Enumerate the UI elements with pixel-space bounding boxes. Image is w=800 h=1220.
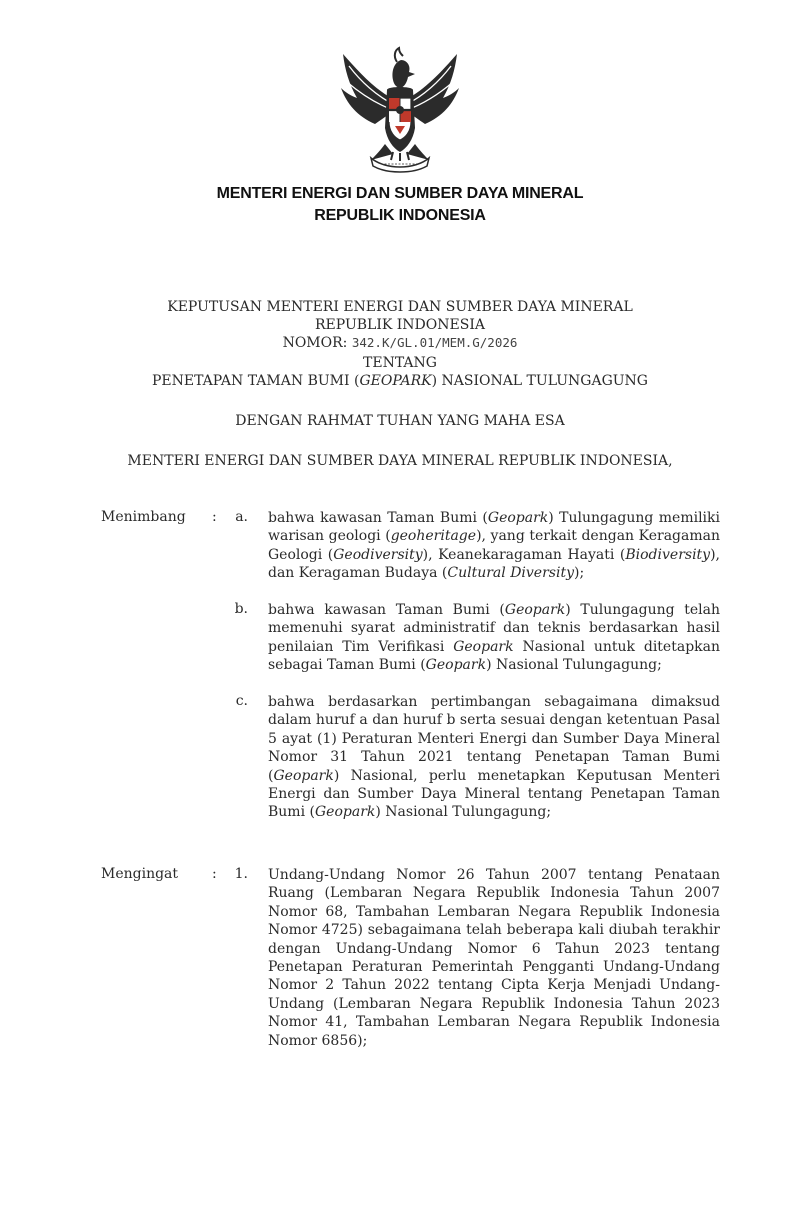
issuer-title-line2: REPUBLIK INDONESIA xyxy=(314,207,486,224)
menimbang-item-a-marker: a. xyxy=(235,509,248,525)
italic-term: Geopark xyxy=(425,657,487,674)
text-run: bahwa berdasarkan pertimbangan sebagaimana dimaksud dalam huruf a dan huruf b serta sesuai dengan ketentuan Pasal 5 ayat (1) Peraturan Menteri Energi dan Sumber Daya Mineral Nomor 31 Tahun 2021 tentang Penetapan Taman Bumi ( xyxy=(268,694,720,784)
mengingat-item-1-marker: 1. xyxy=(234,866,248,882)
italic-term: Cultural Diversity xyxy=(447,565,574,582)
italic-term: Geodiversity xyxy=(333,546,423,563)
decree-subject-italic: GEOPARK xyxy=(359,373,432,389)
italic-term: Geopark xyxy=(487,510,549,526)
menimbang-item-b-text xyxy=(268,601,720,675)
decree-number-label: NOMOR: xyxy=(282,335,348,351)
menimbang-item-a-text xyxy=(268,509,720,583)
decree-number xyxy=(0,335,800,351)
text-run: ), dan Keragaman Budaya ( xyxy=(268,546,720,582)
decree-subject-post: ) NASIONAL TULUNGAGUNG xyxy=(431,373,648,389)
text-run: ) Tulungagung memiliki warisan geologi ( xyxy=(268,510,720,545)
mengingat-label: Mengingat xyxy=(101,866,179,882)
garuda-emblem-icon xyxy=(335,40,465,175)
decree-title-line1: KEPUTUSAN MENTERI ENERGI DAN SUMBER DAYA MINERAL xyxy=(167,299,633,315)
italic-term: Geopark xyxy=(273,767,334,784)
minister-line: MENTERI ENERGI DAN SUMBER DAYA MINERAL REPUBLIK INDONESIA, xyxy=(127,453,673,469)
blessing-line: DENGAN RAHMAT TUHAN YANG MAHA ESA xyxy=(235,413,565,429)
text-run: Nasional untuk ditetapkan sebagai Taman Bumi ( xyxy=(268,638,720,674)
italic-term: Geopark xyxy=(314,804,376,821)
text-run: ), yang terkait dengan Keragaman Geologi ( xyxy=(268,528,720,563)
issuer-title-line1: MENTERI ENERGI DAN SUMBER DAYA MINERAL xyxy=(216,185,584,202)
mengingat-colon: : xyxy=(212,866,217,882)
menimbang-colon: : xyxy=(212,509,217,525)
text-run: ), Keanekaragaman Hayati ( xyxy=(422,546,626,563)
decree-subject-pre: PENETAPAN TAMAN BUMI ( xyxy=(152,373,360,389)
menimbang-item-b-marker: b. xyxy=(234,601,248,617)
decree-number-value: 342.K/GL.01/MEM.G/2026 xyxy=(351,335,518,350)
italic-term: Geopark xyxy=(504,602,566,618)
mengingat-item-1-text xyxy=(268,866,720,1050)
menimbang-label: Menimbang xyxy=(101,509,186,525)
menimbang-item-c-text xyxy=(268,693,720,822)
decree-subject xyxy=(0,373,800,389)
text-run: bahwa kawasan Taman Bumi ( xyxy=(268,510,488,526)
text-run: ) Nasional Tulungagung; xyxy=(486,657,662,674)
text-run: bahwa kawasan Taman Bumi ( xyxy=(268,602,505,618)
text-run: ) Tulungagung telah memenuhi syarat administratif dan teknis berdasarkan hasil penilaian Tim Verifikasi xyxy=(268,602,721,655)
menimbang-item-c-marker: c. xyxy=(235,693,248,709)
italic-term: Geopark xyxy=(453,638,514,655)
decree-tentang: TENTANG xyxy=(363,355,437,371)
text-run: ); xyxy=(573,565,585,582)
text-run: ) Nasional, perlu menetapkan Keputusan Menteri Energi dan Sumber Daya Mineral tentang Penetapan Taman Bumi ( xyxy=(268,767,720,821)
text-run: ) Nasional Tulungagung; xyxy=(375,804,552,821)
text-run: Undang-Undang Nomor 26 Tahun 2007 tentang Penataan Ruang (Lembaran Negara Republik Indonesia Tahun 2007 Nomor 68, Tambahan Lembaran Negara Republik Indonesia Nomor 4725) sebagaimana telah beberapa kali diubah terakhir dengan Undang-Undang Nomor 6 Tahun 2023 tentang Penetapan Peraturan Pemerintah Pengganti Undang-Undang Nomor 2 Tahun 2022 tentang Cipta Kerja Menjadi Undang-Undang (Lembaran Negara Republik Indonesia Tahun 2023 Nomor 41, Tambahan Lembaran Negara Republik Indonesia Nomor 6856); xyxy=(268,867,720,1049)
italic-term: Biodiversity xyxy=(625,546,711,563)
italic-term: geoheritage xyxy=(390,528,477,545)
decree-title-line2: REPUBLIK INDONESIA xyxy=(315,317,485,333)
